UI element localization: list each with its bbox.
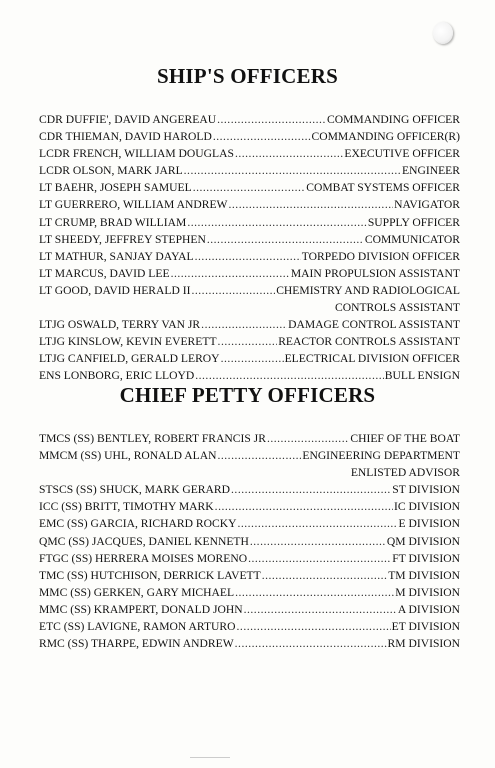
- dot-leader: [235, 145, 343, 162]
- member-name: ICC (SS) BRITT, TIMOTHY MARK: [39, 500, 214, 514]
- dot-leader: [195, 367, 384, 384]
- member-role: COMBAT SYSTEMS OFFICER: [306, 181, 460, 195]
- dot-leader: [235, 635, 387, 652]
- dot-leader: [244, 601, 397, 618]
- roster-row: [39, 128, 460, 145]
- roster-row: [39, 282, 460, 299]
- member-role: E DIVISION: [398, 517, 460, 531]
- member-role: MAIN PROPULSION ASSISTANT: [290, 266, 460, 280]
- member-name: LTJG CANFIELD, GERALD LEROY: [39, 352, 220, 366]
- member-role: M DIVISION: [395, 585, 460, 599]
- member-role-continuation: ENLISTED ADVISOR: [350, 466, 460, 480]
- roster-row: [39, 231, 460, 248]
- member-name: LT BAEHR, JOSEPH SAMUEL: [39, 181, 192, 195]
- member-name: FTGC (SS) HERRERA MOISES MORENO: [39, 551, 248, 565]
- member-name: LT MARCUS, DAVID LEE: [39, 266, 170, 280]
- roster-row: [39, 111, 460, 128]
- member-name: CDR DUFFIE', DAVID ANGEREAU: [39, 113, 217, 126]
- dot-leader: [193, 179, 306, 196]
- member-name: MMCM (SS) UHL, RONALD ALAN: [39, 449, 217, 463]
- dot-leader: [207, 231, 364, 248]
- member-role-continuation: CONTROLS ASSISTANT: [334, 301, 460, 315]
- dot-leader: [201, 316, 287, 333]
- member-role: BULL ENSIGN: [384, 369, 460, 383]
- member-role: ENGINEER: [402, 164, 460, 178]
- roster-row: [39, 248, 460, 265]
- member-name: TMC (SS) HUTCHISON, DERRICK LAVETT: [39, 568, 261, 582]
- member-role: CHIEF OF THE BOAT: [350, 432, 460, 445]
- member-name: ETC (SS) LAVIGNE, RAMON ARTURO: [39, 620, 236, 634]
- dot-leader: [217, 447, 301, 464]
- member-role: DAMAGE CONTROL ASSISTANT: [288, 318, 460, 332]
- member-role: COMMUNICATOR: [364, 232, 460, 246]
- member-role: QM DIVISION: [386, 534, 460, 548]
- dot-leader: [187, 214, 367, 231]
- member-name: MMC (SS) GERKEN, GARY MICHAEL: [39, 585, 235, 599]
- roster-row: [39, 196, 460, 213]
- dot-leader: [237, 515, 397, 532]
- member-role: EXECUTIVE OFFICER: [344, 147, 460, 161]
- dot-leader: [184, 162, 401, 179]
- section-title-ships-officers: SHIP'S OFFICERS: [157, 64, 338, 88]
- member-role: ELECTRICAL DIVISION OFFICER: [284, 352, 460, 366]
- roster-row: [39, 550, 460, 567]
- member-name: LCDR OLSON, MARK JARL: [39, 164, 183, 178]
- roster-row: [39, 350, 460, 367]
- member-name: EMC (SS) GARCIA, RICHARD ROCKY: [39, 517, 237, 531]
- member-role: COMMANDING OFFICER(R): [311, 130, 460, 144]
- dot-leader: [248, 550, 391, 567]
- roster-row: [39, 635, 460, 652]
- member-role: A DIVISION: [397, 602, 460, 616]
- dot-leader: [237, 618, 391, 635]
- dot-leader: [171, 265, 290, 282]
- roster-row: [39, 333, 460, 350]
- dot-leader: [221, 350, 284, 367]
- roster-row: [39, 214, 460, 231]
- dot-leader: [250, 533, 386, 550]
- roster-row: [39, 447, 460, 464]
- dot-leader: [235, 584, 394, 601]
- section-title-chief-petty-officers: CHIEF PETTY OFFICERS: [119, 383, 376, 407]
- page-footer-mark: [190, 757, 230, 758]
- member-name: TMCS (SS) BENTLEY, ROBERT FRANCIS JR: [39, 432, 266, 445]
- dot-leader: [195, 248, 301, 265]
- roster-row: [39, 265, 460, 282]
- member-role: TM DIVISION: [388, 568, 460, 582]
- roster-row: [39, 145, 460, 162]
- member-name: STSCS (SS) SHUCK, MARK GERARD: [39, 483, 231, 497]
- member-name: ENS LONBORG, ERIC LLOYD: [39, 369, 195, 383]
- member-role: IC DIVISION: [393, 500, 460, 514]
- dot-leader: [229, 196, 394, 213]
- member-name: LT GOOD, DAVID HERALD II: [39, 283, 191, 297]
- roster-row: [39, 367, 460, 384]
- roster-row: [39, 162, 460, 179]
- member-role: TORPEDO DIVISION OFFICER: [301, 249, 460, 263]
- member-role: ET DIVISION: [391, 620, 460, 634]
- roster-row: [39, 618, 460, 635]
- member-role: ENGINEERING DEPARTMENT: [302, 449, 460, 463]
- member-role: COMMANDING OFFICER: [326, 113, 460, 126]
- member-name: RMC (SS) THARPE, EDWIN ANDREW: [39, 637, 234, 651]
- member-role: RM DIVISION: [387, 637, 460, 651]
- member-name: LTJG OSWALD, TERRY VAN JR: [39, 318, 201, 332]
- member-role: REACTOR CONTROLS ASSISTANT: [278, 335, 460, 349]
- dot-leader: [191, 282, 275, 299]
- roster-row: [39, 567, 460, 584]
- member-name: LT GUERRERO, WILLIAM ANDREW: [39, 198, 228, 212]
- roster-row: [39, 430, 460, 447]
- dot-leader: [218, 333, 278, 350]
- roster-row: [39, 533, 460, 550]
- member-role: CHEMISTRY AND RADIOLOGICAL: [276, 283, 460, 297]
- member-name: CDR THIEMAN, DAVID HAROLD: [39, 130, 212, 144]
- member-name: MMC (SS) KRAMPERT, DONALD JOHN: [39, 602, 243, 616]
- roster-row: [39, 515, 460, 532]
- member-name: QMC (SS) JACQUES, DANIEL KENNETH: [39, 534, 249, 548]
- member-role: SUPPLY OFFICER: [367, 215, 460, 229]
- dot-leader: [231, 481, 391, 498]
- member-name: LT CRUMP, BRAD WILLIAM: [39, 215, 187, 229]
- member-name: LCDR FRENCH, WILLIAM DOUGLAS: [39, 147, 234, 161]
- punch-hole-icon: [433, 22, 453, 44]
- roster-row: [39, 601, 460, 618]
- roster-row: [39, 481, 460, 498]
- roster-row: [39, 179, 460, 196]
- ships-officers-list: [39, 111, 460, 385]
- dot-leader: [267, 430, 349, 447]
- roster-row: [39, 316, 460, 333]
- chief-petty-officers-list: [39, 430, 460, 652]
- member-role: NAVIGATOR: [394, 198, 460, 212]
- dot-leader: [215, 498, 393, 515]
- member-role: FT DIVISION: [392, 551, 460, 565]
- member-role: ST DIVISION: [392, 483, 460, 497]
- member-name: LTJG KINSLOW, KEVIN EVERETT: [39, 335, 217, 349]
- member-name: LT SHEEDY, JEFFREY STEPHEN: [39, 232, 206, 246]
- dot-leader: [217, 111, 326, 128]
- member-name: LT MATHUR, SANJAY DAYAL: [39, 249, 194, 263]
- roster-row: [39, 498, 460, 515]
- dot-leader: [262, 567, 388, 584]
- roster-row: [39, 584, 460, 601]
- dot-leader: [213, 128, 311, 145]
